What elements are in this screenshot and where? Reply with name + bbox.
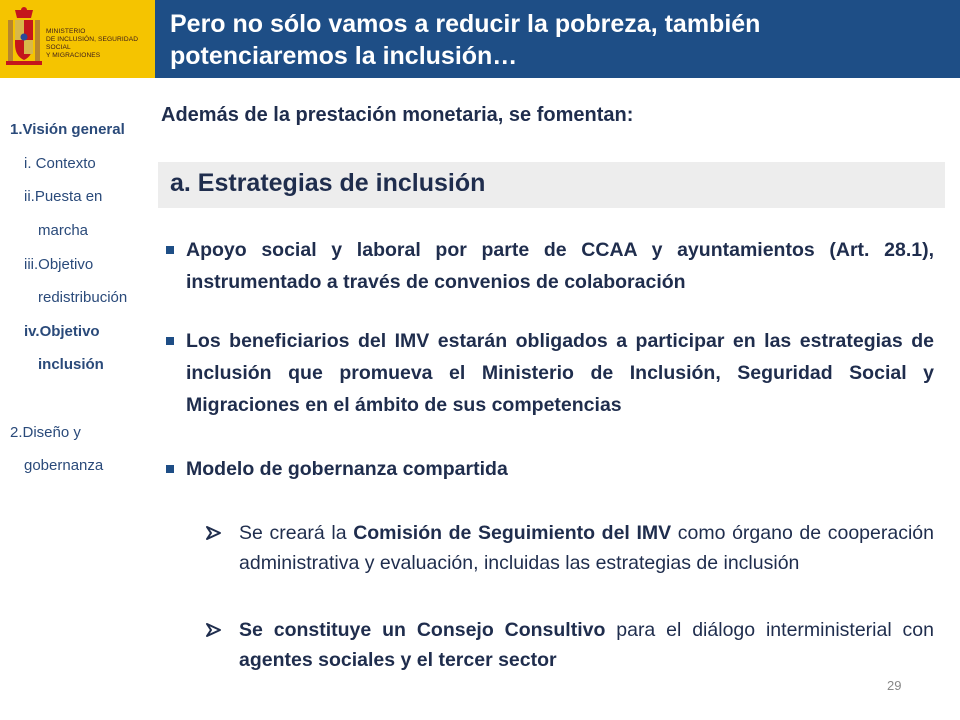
sub-bullet-text: [239, 615, 934, 675]
title-bar: [155, 0, 960, 78]
nav-item-diseno-gobernanza[interactable]: 2.Diseño y: [10, 424, 81, 441]
sub-text-bold: agentes sociales y el tercer sector: [239, 649, 557, 671]
nav-item-objetivo-inclusion-cont[interactable]: inclusión: [38, 356, 104, 373]
sub-bullet-item: [204, 518, 934, 578]
square-bullet-icon: [166, 246, 174, 254]
sub-text-part: como órgano de cooperación administrativa y evaluación, incluidas las estrategias de inclusión: [239, 522, 934, 574]
nav-item-vision-general[interactable]: 1.Visión general: [10, 121, 125, 138]
ministry-name: [46, 28, 154, 60]
title-line-2: potenciaremos la inclusión…: [170, 42, 518, 70]
logo-line: Y MIGRACIONES: [46, 52, 101, 59]
nav-item-puesta-en-marcha[interactable]: ii.Puesta en: [24, 188, 103, 205]
nav-item-contexto[interactable]: i. Contexto: [24, 155, 96, 172]
bullet-text: Los beneficiarios del IMV estarán obligados a participar en las estrategias de inclusión que promueva el Ministerio de Inclusión, Seguridad Social y Migraciones en el ámbito de sus competencias: [186, 330, 934, 416]
arrow-bullet-icon: [204, 615, 226, 645]
nav-item-puesta-en-marcha-cont[interactable]: marcha: [38, 222, 89, 239]
logo-line: DE INCLUSIÓN, SEGURIDAD SOCIAL: [46, 36, 139, 51]
ministry-logo: [0, 0, 155, 78]
title-line-1: Pero no sólo vamos a reducir la pobreza, también: [170, 10, 761, 38]
bullet-text: Modelo de gobernanza compartida: [186, 458, 508, 480]
section-title: a. Estrategias de inclusión: [170, 169, 486, 197]
page-number: 29: [887, 678, 902, 693]
nav-item-diseno-gobernanza-cont[interactable]: gobernanza: [24, 457, 104, 474]
nav-item-objetivo-redistribucion-cont[interactable]: redistribución: [38, 289, 128, 306]
slide-title: [170, 8, 950, 72]
coat-of-arms-icon: [6, 6, 42, 70]
square-bullet-icon: [166, 337, 174, 345]
sub-text-bold: Se constituye un Consejo Consultivo: [239, 619, 606, 641]
bullet-item: [166, 325, 934, 421]
bullet-item: [166, 453, 934, 485]
intro-text: Además de la prestación monetaria, se fomentan:: [161, 104, 634, 126]
sub-bullet-item: [204, 615, 934, 675]
section-header: [158, 162, 945, 208]
square-bullet-icon: [166, 465, 174, 473]
nav-item-objetivo-inclusion[interactable]: iv.Objetivo: [24, 323, 100, 340]
bullet-text: Apoyo social y laboral por parte de CCAA y ayuntamientos (Art. 28.1), instrumentado a través de convenios de colaboración: [186, 239, 934, 293]
logo-line: MINISTERIO: [46, 28, 86, 35]
arrow-bullet-icon: [204, 518, 226, 548]
sub-bullet-text: [239, 518, 934, 578]
sub-text-bold: Comisión de Seguimiento del IMV: [353, 522, 672, 544]
sub-text-part: Se creará la: [239, 522, 354, 544]
bullet-item: [166, 234, 934, 298]
nav-item-objetivo-redistribucion[interactable]: iii.Objetivo: [24, 256, 94, 273]
sub-text-part: para el diálogo interministerial con: [605, 619, 934, 641]
